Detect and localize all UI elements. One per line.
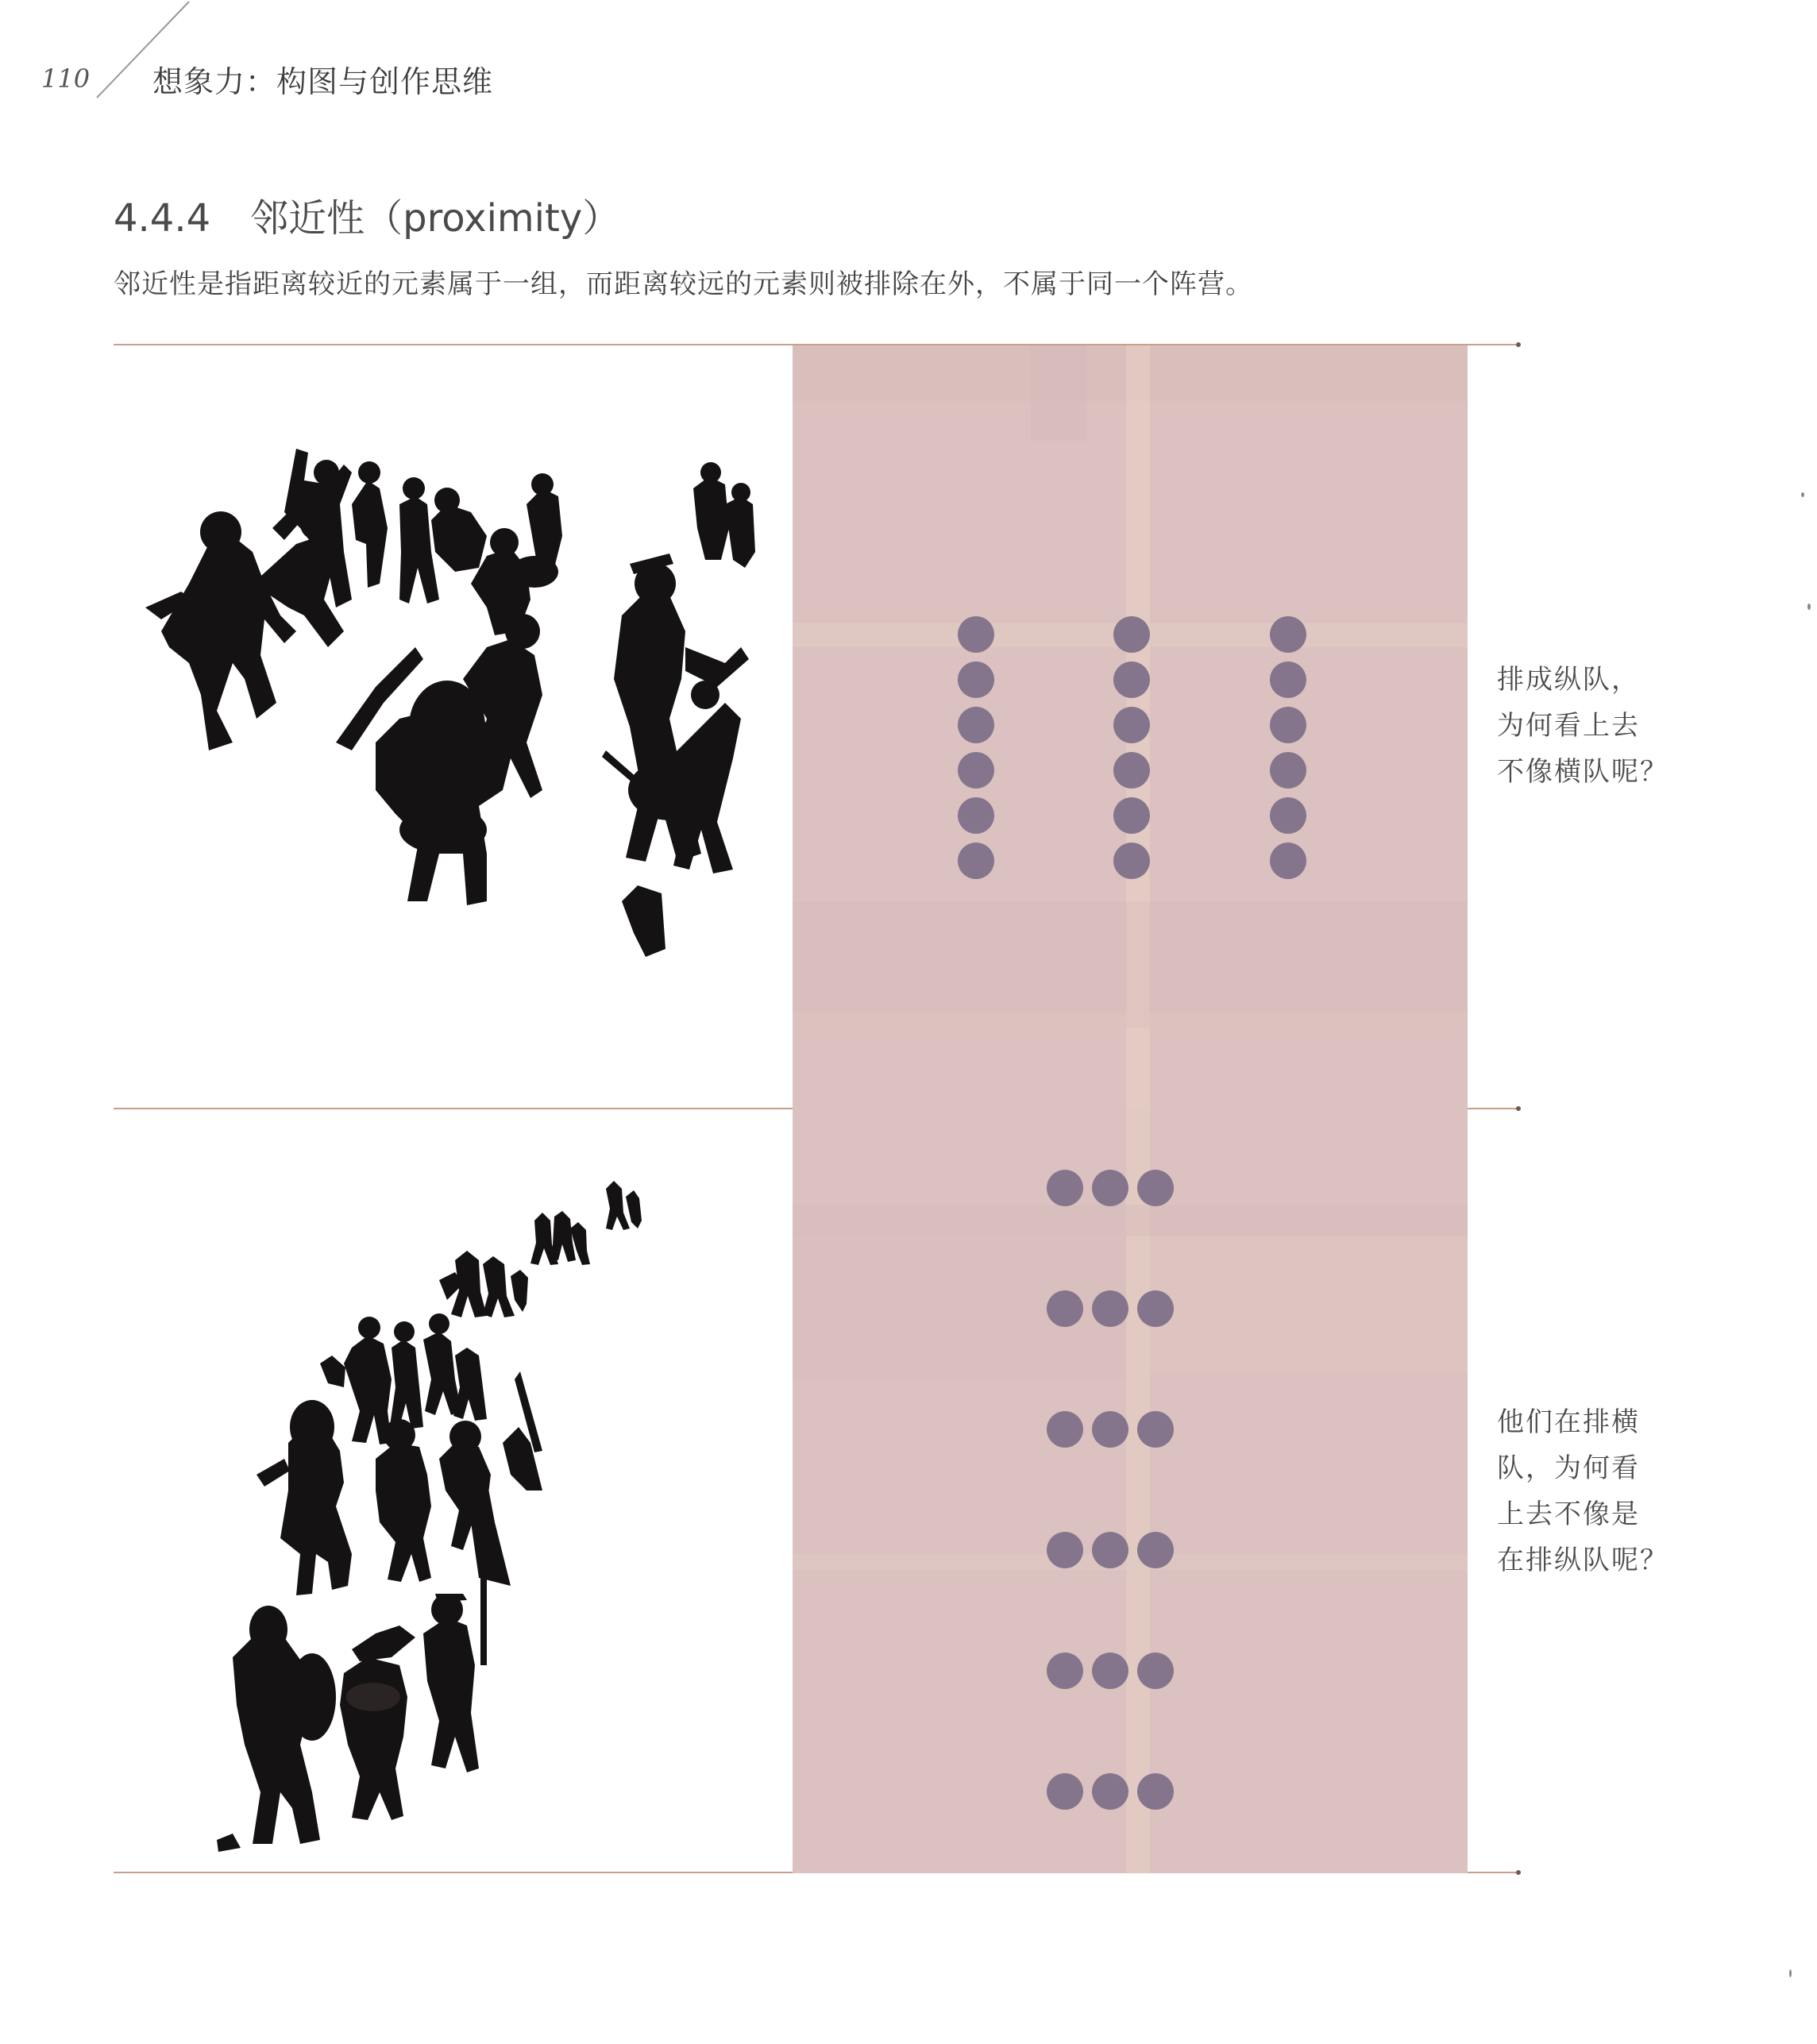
scan-speck <box>1807 604 1811 610</box>
dot <box>1137 1773 1174 1810</box>
section-number: 4.4.4 <box>114 196 211 241</box>
procession-silhouettes-image <box>114 1109 793 1872</box>
dot <box>1047 1653 1083 1689</box>
dot <box>1092 1773 1128 1810</box>
dot <box>1137 1290 1174 1327</box>
dot <box>1047 1170 1083 1206</box>
dot <box>1270 707 1306 743</box>
dot <box>1137 1170 1174 1206</box>
dot <box>1113 707 1150 743</box>
section-title-text: 邻近性（proximity） <box>250 196 621 241</box>
dot <box>1047 1411 1083 1448</box>
section-intro-text: 邻近性是指距离较近的元素属于一组，而距离较远的元素则被排除在外，不属于同一个阵营。 <box>114 268 1253 300</box>
caption-line: 他们在排横 <box>1497 1406 1640 1438</box>
caption-line: 上去不像是 <box>1497 1498 1640 1530</box>
dot <box>1137 1532 1174 1568</box>
running-head-title: 想象力：构图与创作思维 <box>152 64 494 99</box>
dot <box>1092 1653 1128 1689</box>
figure-1-caption <box>1497 657 1668 795</box>
dot <box>1137 1411 1174 1448</box>
scan-speck <box>1801 492 1804 497</box>
scan-speck <box>1789 1969 1792 1977</box>
dot <box>1113 616 1150 653</box>
dot <box>1047 1290 1083 1327</box>
dot <box>1092 1170 1128 1206</box>
dot <box>1113 661 1150 698</box>
section-title <box>114 187 620 242</box>
dot <box>1113 752 1150 789</box>
caption-line: 队，为何看 <box>1497 1452 1640 1484</box>
dot <box>1270 661 1306 698</box>
dot <box>958 707 994 743</box>
dot <box>1092 1532 1128 1568</box>
dot <box>958 616 994 653</box>
figure-2-dot-panel <box>793 1109 1468 1873</box>
dot <box>1270 843 1306 879</box>
dot <box>958 661 994 698</box>
caption-line: 排成纵队， <box>1497 664 1640 696</box>
caption-line: 为何看上去 <box>1497 710 1640 742</box>
dot <box>1092 1411 1128 1448</box>
figure-1-dot-panel <box>793 345 1468 1109</box>
crowd-silhouettes-image <box>114 345 793 1108</box>
dot <box>1270 752 1306 789</box>
dot <box>1270 797 1306 834</box>
dot <box>1047 1532 1083 1568</box>
dot <box>1092 1290 1128 1327</box>
dot <box>1113 797 1150 834</box>
dot <box>958 797 994 834</box>
dot <box>958 843 994 879</box>
dot <box>1047 1773 1083 1810</box>
dot <box>958 752 994 789</box>
dot <box>1270 616 1306 653</box>
paper-texture <box>793 1109 1468 1873</box>
figure-2-caption <box>1497 1399 1668 1583</box>
page-number: 110 <box>41 64 91 94</box>
dot <box>1113 843 1150 879</box>
caption-line: 不像横队呢？ <box>1497 756 1668 788</box>
caption-line: 在排纵队呢？ <box>1497 1545 1668 1576</box>
figure-1-illustration <box>114 345 793 1108</box>
figure-2-illustration <box>114 1109 793 1872</box>
dot <box>1137 1653 1174 1689</box>
